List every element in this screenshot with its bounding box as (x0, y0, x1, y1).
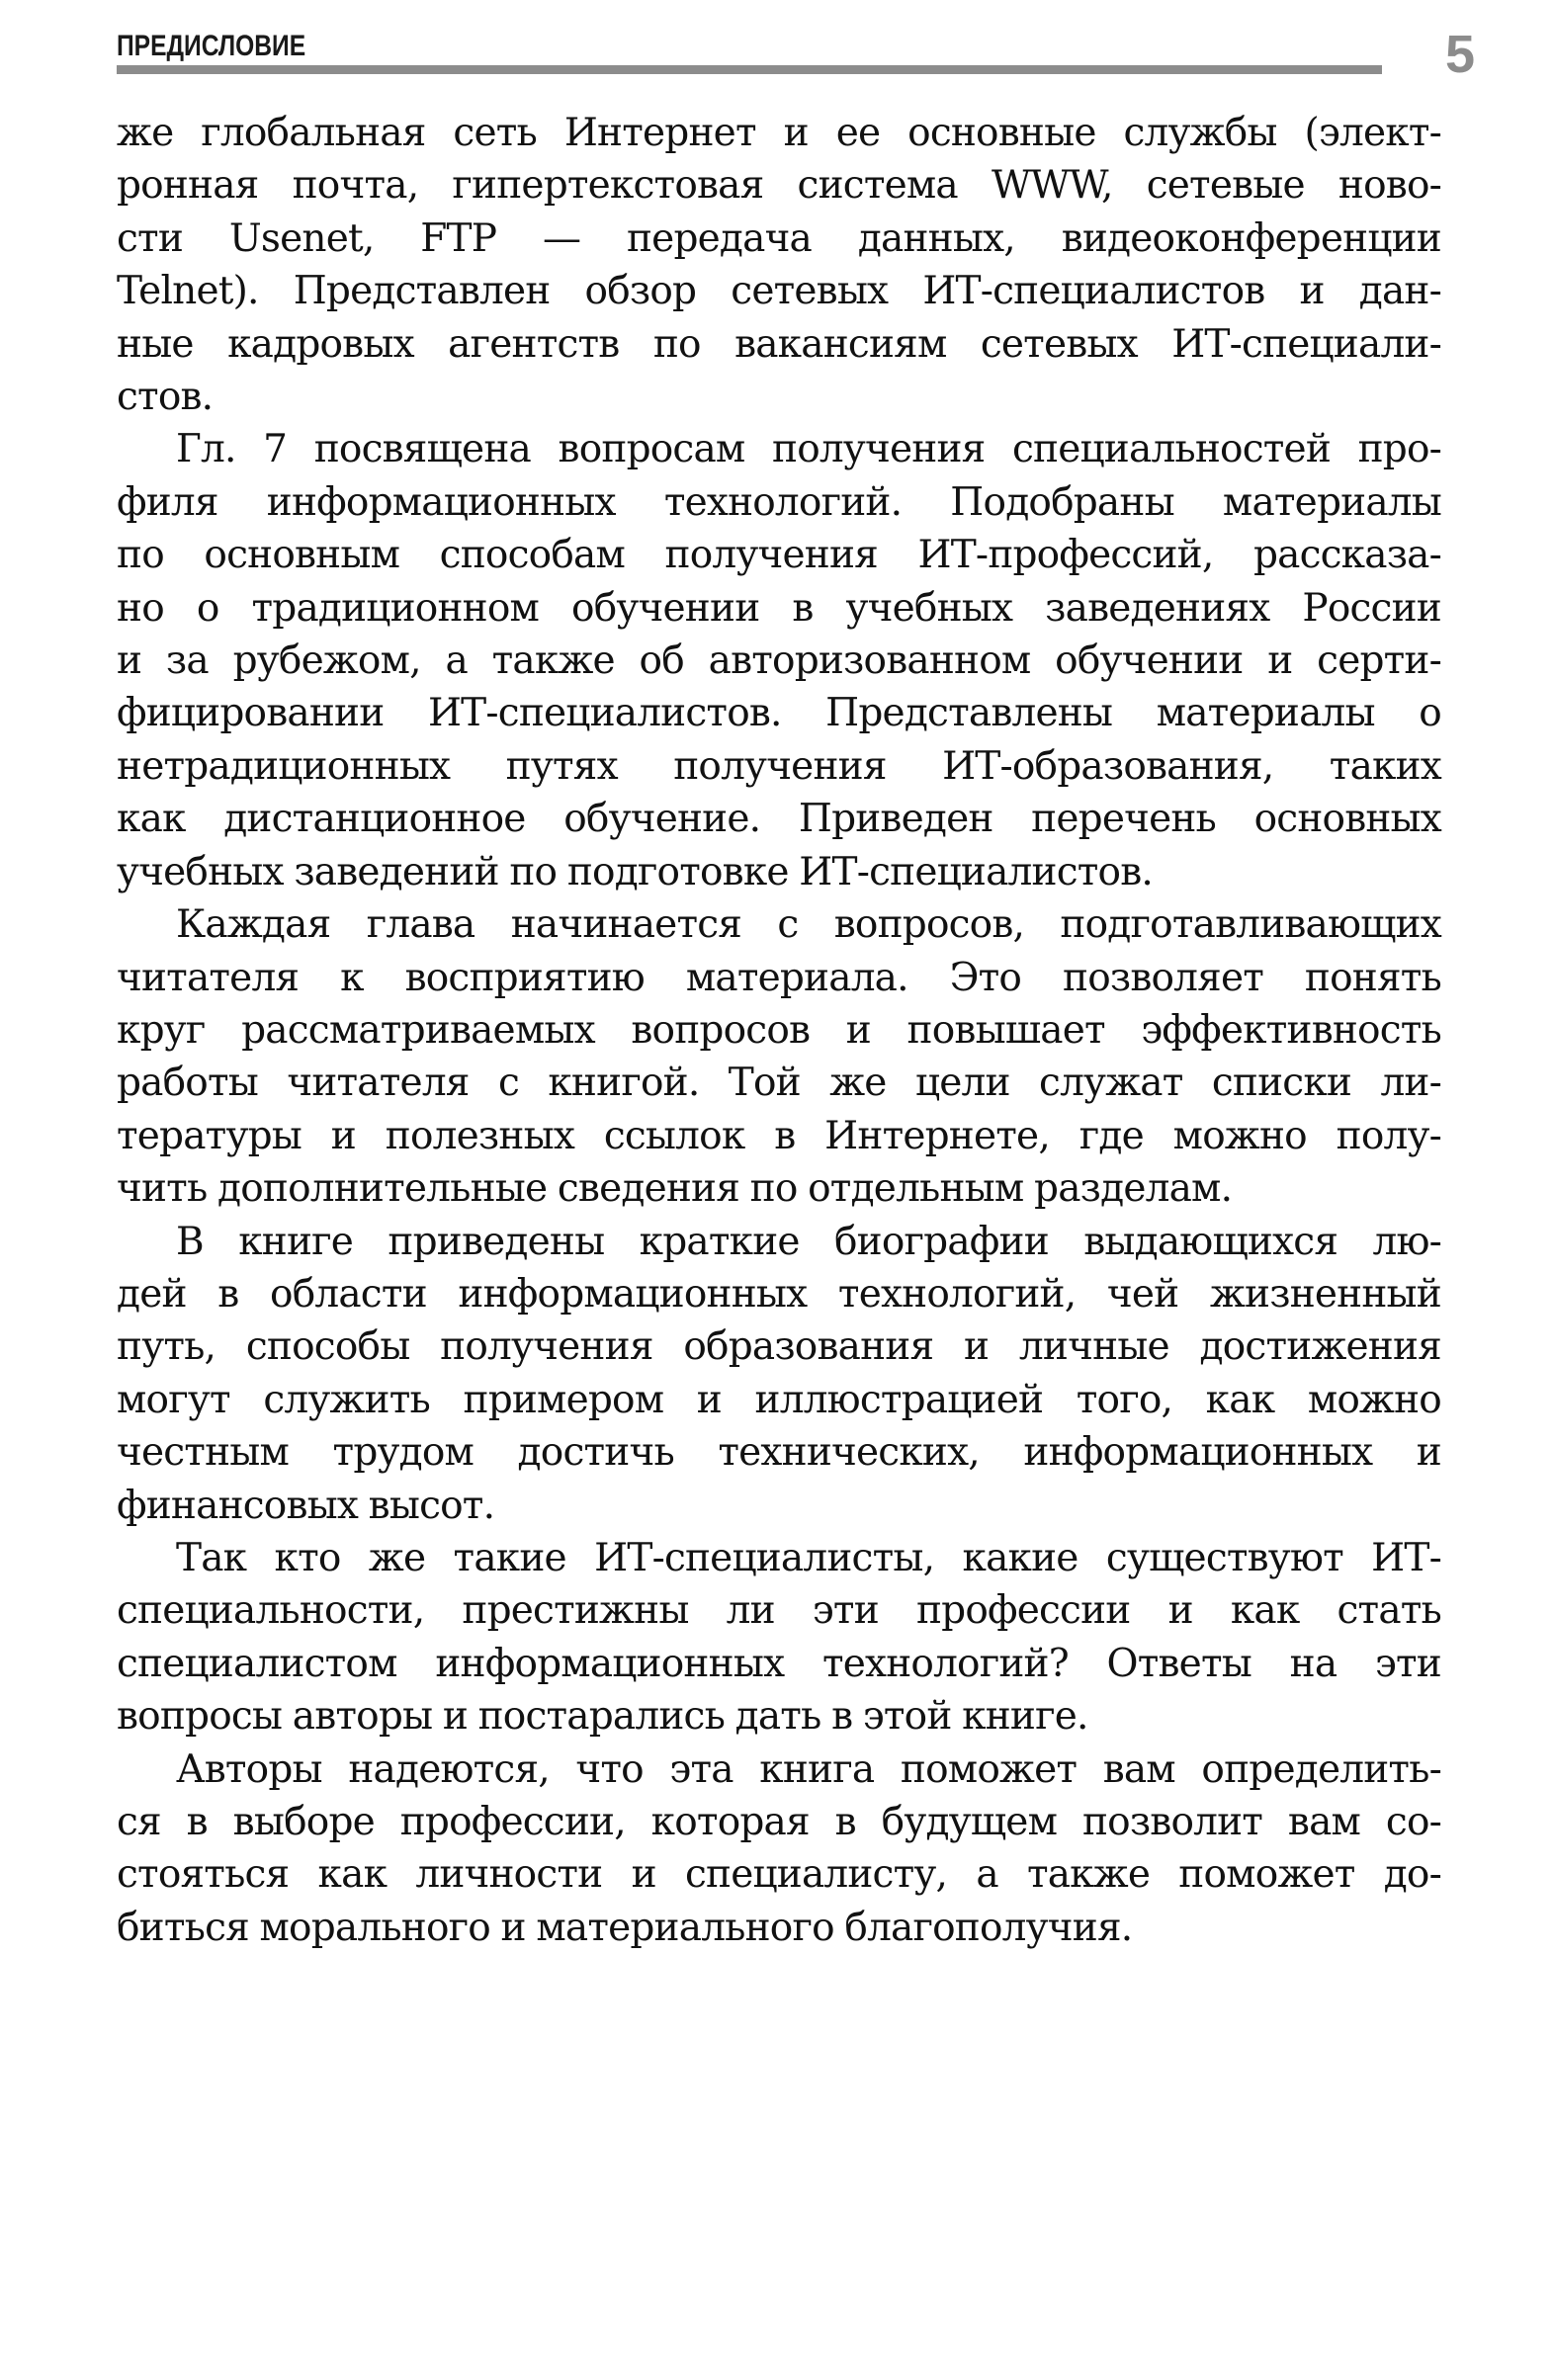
text-line: как дистанционное обучение. Приведен перечень основных (117, 797, 1441, 842)
text-line: сти Usenet, FTP — передача данных, видеоконференции (117, 215, 1441, 261)
paragraph (117, 423, 1441, 898)
paragraph (117, 107, 1441, 423)
text-line: стов. (117, 375, 214, 420)
body-text (117, 107, 1441, 1954)
text-line: Авторы надеются, что эта книга поможет вам определить- (176, 1746, 1441, 1792)
text-line: Каждая глава начинается с вопросов, подготавливающих (176, 902, 1441, 948)
text-line: читателя к восприятию материала. Это позволяет понять (117, 955, 1441, 1000)
text-line: чить дополнительные сведения по отдельным разделам. (117, 1166, 1233, 1212)
paragraph (117, 1743, 1441, 1955)
text-line: специальности, престижны ли эти профессии и как стать (117, 1588, 1441, 1634)
text-line: работы читателя с книгой. Той же цели служат списки ли- (117, 1061, 1441, 1106)
text-line: фицировании ИТ-специалистов. Представлены материалы о (117, 691, 1441, 736)
text-line: по основным способам получения ИТ-профессий, рассказа- (117, 533, 1441, 578)
text-line: вопросы авторы и постарались дать в этой книге. (117, 1694, 1088, 1740)
text-line: дей в области информационных технологий, чей жизненный (117, 1271, 1441, 1317)
text-line: ся в выборе профессии, которая в будущем позволит вам со- (117, 1800, 1441, 1844)
text-line: Telnet). Представлен обзор сетевых ИТ-специалистов и дан- (117, 269, 1441, 314)
text-line: нетрадиционных путях получения ИТ-образования, таких (117, 743, 1441, 789)
text-line: путь, способы получения образования и личные достижения (117, 1324, 1441, 1370)
text-line: стояться как личности и специалисту, а также поможет до- (117, 1852, 1441, 1898)
text-line: специалистом информационных технологий? Ответы на эти (117, 1641, 1441, 1686)
paragraph (117, 1532, 1441, 1743)
text-line: учебных заведений по подготовке ИТ-специалистов. (117, 849, 1153, 894)
text-line: и за рубежом, а также об авторизованном обучении и серти- (117, 638, 1441, 684)
text-line: тературы и полезных ссылок в Интернете, где можно полу- (117, 1113, 1441, 1158)
text-line: биться морального и материального благополучия. (117, 1905, 1133, 1950)
text-line: могут служить примером и иллюстрацией того, как можно (117, 1377, 1441, 1422)
text-line: же глобальная сеть Интернет и ее основные службы (элект- (117, 111, 1441, 155)
text-line: честным трудом достичь технических, информационных и (117, 1430, 1441, 1476)
text-line: но о традиционном обучении в учебных заведениях России (117, 585, 1441, 631)
paragraph (117, 898, 1441, 1215)
running-head-title: ПРЕДИСЛОВИЕ (117, 30, 306, 62)
text-line: круг рассматриваемых вопросов и повышает эффективность (117, 1007, 1441, 1053)
text-line: Так кто же такие ИТ-специалисты, какие существуют ИТ- (176, 1535, 1441, 1580)
text-line: филя информационных технологий. Подобраны материалы (117, 479, 1441, 525)
page-number: 5 (1445, 25, 1476, 84)
paragraph (117, 1216, 1441, 1532)
text-line: ные кадровых агентств по вакансиям сетевых ИТ-специали- (117, 321, 1441, 367)
text-line: В книге приведены краткие биографии выдающихся лю- (176, 1219, 1441, 1264)
text-line: финансовых высот. (117, 1483, 495, 1528)
header-rule (117, 65, 1382, 74)
text-line: Гл. 7 посвящена вопросам получения специальностей про- (176, 427, 1441, 472)
text-line: ронная почта, гипертекстовая система WWW, сетевые ново- (117, 163, 1441, 209)
